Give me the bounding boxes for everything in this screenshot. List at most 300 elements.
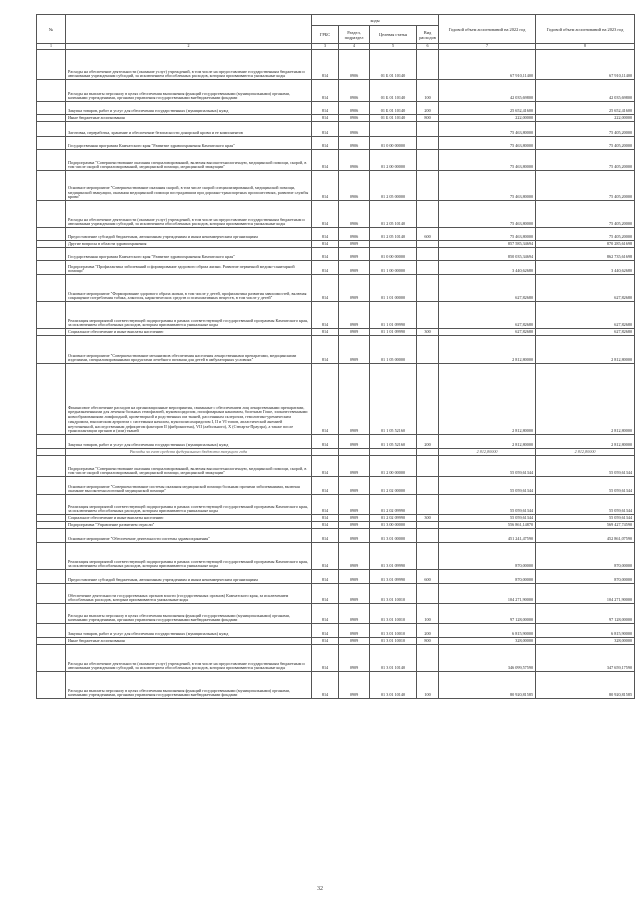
table-row: [37, 522, 635, 529]
cell-vr: [417, 241, 439, 248]
cell-v2: 75 405,20000: [536, 150, 635, 171]
cell-rz: 0909: [339, 495, 370, 515]
row-number-cell: [37, 515, 66, 522]
cell-vr: 800: [417, 638, 439, 645]
cell-cs: [370, 241, 417, 248]
column-index: 1: [37, 44, 66, 50]
cell-grbs: 814: [312, 435, 339, 449]
column-index: 4: [339, 44, 370, 50]
cell-v2: 75 405,20000: [536, 122, 635, 137]
cell-name: Подпрограмма "Профилактика заболеваний и формирование здорового образа жизни. Развитие первичной медико-санитарной помощи": [66, 261, 312, 275]
row-number-cell: [37, 624, 66, 638]
cell-rz: 0909: [339, 456, 370, 477]
cell-cs: 01 Б 01 10140: [370, 50, 417, 80]
cell-v2: 627,82680: [536, 302, 635, 329]
table-row: [37, 477, 635, 495]
cell-v1: 75 463,80000: [439, 171, 536, 201]
table-row: [37, 449, 635, 456]
cell-cs: 01 2 02 00000: [370, 477, 417, 495]
cell-name: Основное мероприятие "Совершенствование системы оказания медицинской помощи больным прочими заболеваниями, включая оказание высокотехнологичной медицинской помощи": [66, 477, 312, 495]
cell-grbs: 814: [312, 302, 339, 329]
cell-grbs: 814: [312, 456, 339, 477]
cell-v1: 2 812,80000: [439, 449, 536, 456]
cell-vr: [417, 495, 439, 515]
cell-name: Государственная программа Камчатского края "Развитие здравоохранения Камчатского края": [66, 248, 312, 261]
cell-v2: 2 812,80000: [536, 336, 635, 364]
cell-cs: 01 3 01 00000: [370, 529, 417, 543]
cell-vr: [417, 137, 439, 150]
cell-grbs: 814: [312, 570, 339, 584]
cell-v1: 850 035,34694: [439, 248, 536, 261]
header-volume-2023: Годовой объем ассигнований на 2023 год: [536, 15, 635, 44]
row-number-cell: [37, 672, 66, 699]
cell-cs: [370, 449, 417, 456]
cell-v2: 75 405,20000: [536, 228, 635, 241]
cell-vr: 100: [417, 604, 439, 624]
cell-grbs: 814: [312, 102, 339, 115]
cell-name: Основное мероприятие "Совершенствование механизмов обеспечения населения лекарственными препаратами, медицинскими изделиями, специализированными продуктами лечебного питания для детей в амбулаторных условиях": [66, 336, 312, 364]
cell-v2: 75 405,20000: [536, 201, 635, 228]
cell-vr: [417, 50, 439, 80]
row-number-cell: [37, 495, 66, 515]
row-number-cell: [37, 248, 66, 261]
cell-cs: 01 1 01 09990: [370, 329, 417, 336]
cell-rz: 0909: [339, 261, 370, 275]
table-row: [37, 171, 635, 201]
cell-cs: 01 3 00 00000: [370, 522, 417, 529]
cell-v2: 55 059,61344: [536, 456, 635, 477]
cell-v1: 104 271,90000: [439, 584, 536, 604]
cell-v2: 80 920,81585: [536, 672, 635, 699]
row-number-cell: [37, 275, 66, 302]
cell-cs: [370, 122, 417, 137]
cell-name: Реализация мероприятий соответствующей подпрограммы в рамках соответствующей государственной программы Камчатского края, за исключением обособленных расходов, которым присваиваются уникальные коды: [66, 495, 312, 515]
row-number-cell: [37, 570, 66, 584]
cell-v1: 870,00000: [439, 543, 536, 570]
cell-v1: 75 463,80000: [439, 137, 536, 150]
cell-cs: 01 2 00 00000: [370, 150, 417, 171]
cell-rz: 0909: [339, 477, 370, 495]
cell-v2: 222,00000: [536, 115, 635, 122]
cell-rz: 0909: [339, 275, 370, 302]
cell-v2: 75 405,20000: [536, 171, 635, 201]
row-number-cell: [37, 522, 66, 529]
table-row: [37, 241, 635, 248]
cell-grbs: 814: [312, 543, 339, 570]
row-number-cell: [37, 645, 66, 672]
cell-grbs: 814: [312, 645, 339, 672]
budget-table-sheet: [36, 14, 634, 699]
cell-grbs: 814: [312, 336, 339, 364]
cell-v2: 452 861,07590: [536, 529, 635, 543]
cell-grbs: 814: [312, 150, 339, 171]
cell-grbs: 814: [312, 248, 339, 261]
header-razdel: Раздел, подраздел: [339, 26, 370, 44]
cell-rz: 0906: [339, 228, 370, 241]
row-number-cell: [37, 241, 66, 248]
table-row: [37, 456, 635, 477]
cell-v2: 25 652,41600: [536, 102, 635, 115]
cell-name: Финансовое обеспечение расходов на организационные мероприятия, связанные с обеспечением лиц лекарственными препаратами, предназначенными для лечения больных гемофилией, муковисцидозом, гипофизарным нанизмом, болезнью Гоше, злокачественными новообразованиями лимфоидной, кроветворной и родственных им тканей, рассеянным склерозом, гемолитико-уремическим синдромом, юношеским артритом с системным началом, мукополисахаридозом I, II и VI типов, апластической анемией неуточненной, наследственным дефицитом факторов II (фибриногена), VII (лабильного), X (Стюарта-Прауэра), а также после трансплантации органов и (или) тканей: [66, 364, 312, 435]
column-index: 2: [66, 44, 312, 50]
cell-grbs: 814: [312, 241, 339, 248]
cell-v1: 42 035,69800: [439, 80, 536, 102]
cell-vr: [417, 248, 439, 261]
cell-v1: 328,00000: [439, 638, 536, 645]
cell-cs: 01 2 05 00000: [370, 171, 417, 201]
cell-v1: 2 812,80000: [439, 364, 536, 435]
table-row: [37, 584, 635, 604]
cell-cs: 01 Б 01 10140: [370, 80, 417, 102]
cell-v1: 55 059,61344: [439, 515, 536, 522]
cell-v1: 55 059,61344: [439, 456, 536, 477]
cell-name: Основное мероприятие "Обеспечение деятельности системы здравоохранения": [66, 529, 312, 543]
cell-grbs: [312, 449, 339, 456]
cell-vr: [417, 171, 439, 201]
row-number-cell: [37, 115, 66, 122]
cell-grbs: 814: [312, 80, 339, 102]
cell-name: Иные бюджетные ассигнования: [66, 115, 312, 122]
cell-cs: 01 3 01 09990: [370, 543, 417, 570]
cell-vr: [417, 522, 439, 529]
cell-grbs: 814: [312, 584, 339, 604]
table-row: [37, 329, 635, 336]
header-expense-type: Вид расходов: [417, 26, 439, 44]
cell-rz: 0909: [339, 241, 370, 248]
cell-v1: 870,00000: [439, 570, 536, 584]
table-row: [37, 228, 635, 241]
cell-rz: 0909: [339, 329, 370, 336]
cell-grbs: 814: [312, 171, 339, 201]
table-row: [37, 122, 635, 137]
cell-grbs: 814: [312, 122, 339, 137]
cell-name: Расходы за счет средств федерального бюджета текущего года: [66, 449, 312, 456]
cell-v1: 627,82680: [439, 329, 536, 336]
row-number-cell: [37, 364, 66, 435]
table-row: [37, 150, 635, 171]
cell-name: Предоставление субсидий бюджетным, автономным учреждениям и иным некоммерческим организациям: [66, 228, 312, 241]
cell-rz: 0909: [339, 570, 370, 584]
row-number-cell: [37, 529, 66, 543]
cell-vr: [417, 150, 439, 171]
cell-vr: 600: [417, 228, 439, 241]
table-row: [37, 495, 635, 515]
cell-grbs: 814: [312, 329, 339, 336]
cell-name: Закупка товаров, работ и услуг для обеспечения государственных (муниципальных) нужд: [66, 624, 312, 638]
page-number: 32: [317, 886, 323, 892]
table-row: [37, 115, 635, 122]
cell-v2: 42 035,69800: [536, 80, 635, 102]
table-row: [37, 638, 635, 645]
cell-cs: 01 1 01 00000: [370, 275, 417, 302]
cell-v1: 2 812,80000: [439, 336, 536, 364]
cell-vr: [417, 543, 439, 570]
cell-rz: 0909: [339, 248, 370, 261]
column-index: 7: [439, 44, 536, 50]
cell-name: Закупка товаров, работ и услуг для обеспечения государственных (муниципальных) нужд: [66, 102, 312, 115]
cell-v2: 55 059,61344: [536, 515, 635, 522]
cell-rz: 0909: [339, 584, 370, 604]
cell-v1: 97 128,00000: [439, 604, 536, 624]
cell-rz: 0909: [339, 543, 370, 570]
budget-table: [36, 14, 635, 699]
cell-name: Государственная программа Камчатского края "Развитие здравоохранения Камчатского края": [66, 137, 312, 150]
cell-rz: 0906: [339, 115, 370, 122]
cell-name: Обеспечение деятельности государственных органов власти (государственных органов) Камчатского края, за исключением обособленных расходов, которым присваиваются уникальные коды: [66, 584, 312, 604]
cell-rz: 0909: [339, 624, 370, 638]
cell-grbs: 814: [312, 50, 339, 80]
header-number: №: [37, 15, 66, 44]
cell-rz: 0909: [339, 604, 370, 624]
cell-cs: 01 1 00 00000: [370, 261, 417, 275]
cell-grbs: 814: [312, 529, 339, 543]
cell-name: Закупка товаров, работ и услуг для обеспечения государственных (муниципальных) нужд: [66, 435, 312, 449]
cell-name: Основное мероприятие "Формирование здорового образа жизни, в том числе у детей, профилактика развития зависимостей, включая сокращение потребления табака, алкоголя, наркотических средств и психоактивных веществ, в том числе у детей": [66, 275, 312, 302]
cell-cs: 01 3 01 10010: [370, 624, 417, 638]
row-number-cell: [37, 261, 66, 275]
cell-vr: [417, 275, 439, 302]
cell-rz: 0906: [339, 201, 370, 228]
cell-grbs: 814: [312, 672, 339, 699]
cell-name: Расходы на обеспечение деятельности (оказание услуг) учреждений, в том числе на предоставление государственным бюджетным и автономным учреждениям субсидий, за исключением обособленных расходов, которым присваиваются уникальные коды: [66, 645, 312, 672]
cell-v2: 104 271,90000: [536, 584, 635, 604]
cell-rz: 0909: [339, 364, 370, 435]
cell-grbs: 814: [312, 275, 339, 302]
table-row: [37, 604, 635, 624]
cell-v1: 75 463,80000: [439, 150, 536, 171]
row-number-cell: [37, 477, 66, 495]
cell-name: Реализация мероприятий соответствующей подпрограммы в рамках соответствующей государственной программы Камчатского края, за исключением обособленных расходов, которым присваиваются уникальные коды: [66, 302, 312, 329]
cell-v1: 627,82680: [439, 275, 536, 302]
column-index: 8: [536, 44, 635, 50]
cell-rz: 0906: [339, 122, 370, 137]
cell-v2: 67 910,11400: [536, 50, 635, 80]
column-index: 6: [417, 44, 439, 50]
table-row: [37, 529, 635, 543]
cell-grbs: 814: [312, 477, 339, 495]
row-number-cell: [37, 336, 66, 364]
row-number-cell: [37, 201, 66, 228]
cell-v1: 346 099,57590: [439, 645, 536, 672]
cell-grbs: 814: [312, 604, 339, 624]
table-row: [37, 201, 635, 228]
table-row: [37, 302, 635, 329]
cell-vr: 200: [417, 102, 439, 115]
table-row: [37, 248, 635, 261]
header-grbs: ГРБС: [312, 26, 339, 44]
header-volume-2022: Годовой объем ассигнований на 2022 год: [439, 15, 536, 44]
row-number-cell: [37, 302, 66, 329]
cell-vr: 200: [417, 435, 439, 449]
cell-rz: [339, 449, 370, 456]
cell-grbs: 814: [312, 228, 339, 241]
table-body: [37, 50, 635, 699]
cell-vr: [417, 584, 439, 604]
cell-name: Подпрограмма "Совершенствование оказания специализированной, включая высокотехнологичную, медицинской помощи, скорой, в том числе скорой специализированной, медицинской помощи, медицинской эвакуации": [66, 150, 312, 171]
cell-rz: 0906: [339, 80, 370, 102]
cell-v1: 6 815,90000: [439, 624, 536, 638]
row-number-cell: [37, 137, 66, 150]
cell-v1: 25 652,41600: [439, 102, 536, 115]
cell-name: Расходы на обеспечение деятельности (оказание услуг) учреждений, в том числе на предоставление государственным бюджетным и автономным учреждениям субсидий, за исключением обособленных расходов, которым присваиваются уникальные коды: [66, 50, 312, 80]
cell-vr: [417, 477, 439, 495]
cell-cs: 01 Б 01 10140: [370, 102, 417, 115]
cell-vr: [417, 261, 439, 275]
cell-name: Социальное обеспечение и иные выплаты населению: [66, 329, 312, 336]
cell-name: Расходы на выплаты персоналу в целях обеспечения выполнения функций государственными (муниципальными) органами, казенными учреждениями, органами управления государственными внебюджетными фондами: [66, 672, 312, 699]
row-number-cell: [37, 102, 66, 115]
row-number-cell: [37, 228, 66, 241]
cell-v1: 55 059,61344: [439, 495, 536, 515]
cell-v1: 2 812,80000: [439, 435, 536, 449]
cell-v2: 870 285,61698: [536, 241, 635, 248]
cell-v1: 556 861,14870: [439, 522, 536, 529]
table-row: [37, 102, 635, 115]
table-row: [37, 515, 635, 522]
cell-cs: 01 0 00 00000: [370, 137, 417, 150]
cell-name: Расходы на выплаты персоналу в целях обеспечения выполнения функций государственными (муниципальными) органами, казенными учреждениями, органами управления государственными внебюджетными фондами: [66, 604, 312, 624]
cell-vr: [417, 302, 439, 329]
cell-cs: 01 3 01 10140: [370, 672, 417, 699]
cell-v1: 627,82680: [439, 302, 536, 329]
cell-rz: 0906: [339, 150, 370, 171]
cell-v2: 55 059,61344: [536, 495, 635, 515]
cell-v1: 451 241,47590: [439, 529, 536, 543]
row-number-cell: [37, 638, 66, 645]
cell-rz: 0909: [339, 638, 370, 645]
header-target-article: Целевая статья: [370, 26, 417, 44]
cell-rz: 0906: [339, 102, 370, 115]
table-row: [37, 570, 635, 584]
table-row: [37, 80, 635, 102]
cell-vr: [417, 529, 439, 543]
table-row: [37, 137, 635, 150]
cell-name: Другие вопросы в области здравоохранения: [66, 241, 312, 248]
row-number-cell: [37, 150, 66, 171]
cell-rz: 0909: [339, 435, 370, 449]
table-row: [37, 261, 635, 275]
cell-v2: 55 059,61344: [536, 477, 635, 495]
cell-vr: 300: [417, 515, 439, 522]
cell-grbs: 814: [312, 201, 339, 228]
cell-cs: 01 2 05 10140: [370, 228, 417, 241]
table-row: [37, 275, 635, 302]
cell-name: Иные бюджетные ассигнования: [66, 638, 312, 645]
cell-v2: 870,00000: [536, 570, 635, 584]
cell-cs: 01 3 01 10010: [370, 604, 417, 624]
cell-v1: 222,00000: [439, 115, 536, 122]
cell-v2: 97 128,00000: [536, 604, 635, 624]
cell-cs: 01 2 05 10140: [370, 201, 417, 228]
row-number-cell: [37, 435, 66, 449]
cell-v2: 2 812,80000: [536, 449, 635, 456]
cell-vr: 300: [417, 329, 439, 336]
cell-cs: 01 2 02 09990: [370, 495, 417, 515]
table-row: [37, 672, 635, 699]
cell-name: Основное мероприятие "Совершенствование оказания скорой, в том числе скорой специализированной, медицинской помощи, медицинской эвакуации, оказания медицинской помощи пострадавшим при дорожно-транспортных происшествиях, развитие службы крови": [66, 171, 312, 201]
cell-v2: 569 427,74590: [536, 522, 635, 529]
cell-name: Заготовка, переработка, хранение и обеспечение безопасности донорской крови и ее компонентов: [66, 122, 312, 137]
cell-name: Расходы на обеспечение деятельности (оказание услуг) учреждений, в том числе на предоставление государственным бюджетным и автономным учреждениям субсидий, за исключением обособленных расходов, которым присваиваются уникальные коды: [66, 201, 312, 228]
cell-rz: 0906: [339, 171, 370, 201]
cell-v1: 55 059,61344: [439, 477, 536, 495]
cell-vr: 600: [417, 570, 439, 584]
cell-cs: 01 3 01 10010: [370, 638, 417, 645]
cell-grbs: 814: [312, 638, 339, 645]
cell-rz: 0909: [339, 515, 370, 522]
cell-rz: 0906: [339, 137, 370, 150]
cell-rz: 0909: [339, 302, 370, 329]
table-row: [37, 435, 635, 449]
cell-v2: 6 815,90000: [536, 624, 635, 638]
cell-vr: [417, 336, 439, 364]
cell-vr: [417, 449, 439, 456]
cell-v2: 347 659,17590: [536, 645, 635, 672]
cell-grbs: 814: [312, 495, 339, 515]
cell-cs: 01 Б 01 10140: [370, 115, 417, 122]
cell-v1: 80 920,81585: [439, 672, 536, 699]
table-row: [37, 543, 635, 570]
header-name: [66, 15, 312, 44]
cell-grbs: 814: [312, 115, 339, 122]
table-row: [37, 624, 635, 638]
table-row: [37, 336, 635, 364]
cell-cs: 01 1 01 09990: [370, 302, 417, 329]
cell-v2: 627,82680: [536, 329, 635, 336]
cell-rz: 0909: [339, 529, 370, 543]
cell-rz: 0909: [339, 645, 370, 672]
row-number-cell: [37, 171, 66, 201]
row-number-cell: [37, 80, 66, 102]
row-number-cell: [37, 122, 66, 137]
cell-grbs: 814: [312, 515, 339, 522]
cell-v2: 2 812,80000: [536, 364, 635, 435]
cell-name: Расходы на выплаты персоналу в целях обеспечения выполнения функций государственными (муниципальными) органами, казенными учреждениями, органами управления государственными внебюджетными фондами: [66, 80, 312, 102]
cell-vr: 800: [417, 115, 439, 122]
cell-vr: [417, 122, 439, 137]
cell-v2: 75 405,20000: [536, 137, 635, 150]
cell-vr: 200: [417, 624, 439, 638]
row-number-cell: [37, 584, 66, 604]
column-index: 3: [312, 44, 339, 50]
cell-cs: 01 3 01 09990: [370, 570, 417, 584]
cell-vr: 100: [417, 80, 439, 102]
cell-v2: 2 812,80000: [536, 435, 635, 449]
table-row: [37, 364, 635, 435]
cell-cs: 01 3 01 10140: [370, 645, 417, 672]
cell-grbs: 814: [312, 522, 339, 529]
cell-v2: 862 735,61698: [536, 248, 635, 261]
cell-v1: 67 910,11400: [439, 50, 536, 80]
cell-vr: [417, 645, 439, 672]
cell-vr: [417, 201, 439, 228]
cell-v1: 75 463,80000: [439, 228, 536, 241]
cell-v1: 857 585,34694: [439, 241, 536, 248]
cell-rz: 0906: [339, 50, 370, 80]
row-number-cell: [37, 449, 66, 456]
cell-v1: 75 463,80000: [439, 122, 536, 137]
cell-grbs: 814: [312, 137, 339, 150]
cell-vr: 100: [417, 672, 439, 699]
cell-name: Подпрограмма "Совершенствование оказания специализированной, включая высокотехнологичную, медицинской помощи, скорой, в том числе скорой специализированной, медицинской помощи, медицинской эвакуации": [66, 456, 312, 477]
cell-v2: 328,00000: [536, 638, 635, 645]
cell-v2: 3 440,62680: [536, 261, 635, 275]
cell-name: Подпрограмма "Управление развитием отрасли": [66, 522, 312, 529]
cell-rz: 0909: [339, 336, 370, 364]
row-number-cell: [37, 604, 66, 624]
cell-cs: 01 1 05 52160: [370, 364, 417, 435]
row-number-cell: [37, 456, 66, 477]
